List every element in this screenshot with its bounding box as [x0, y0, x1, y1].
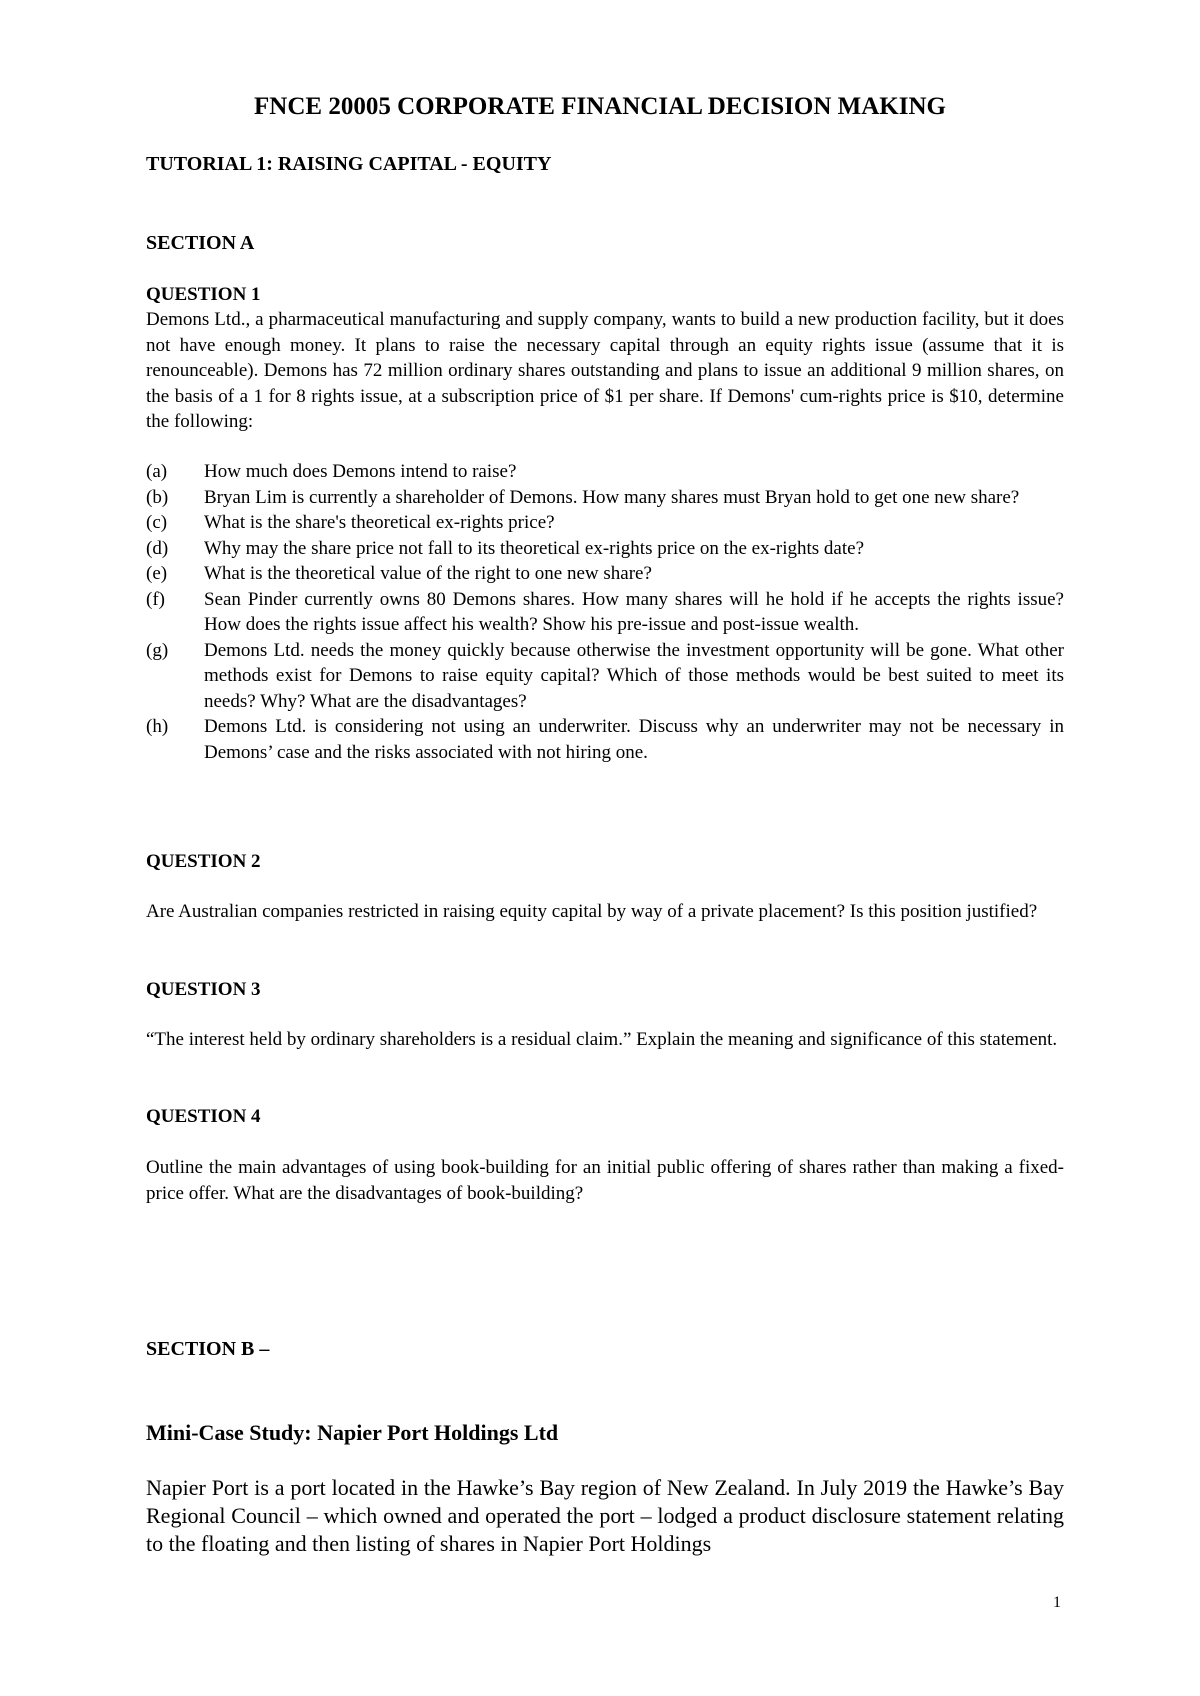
- case-study-text: Napier Port is a port located in the Hawke’s Bay region of New Zealand. In July 2019 the Hawke’s Bay Regional Council – which owned and operated the port – lodged a product disclosure statement relating to the floating and then listing of shares in Napier Port Holdings: [146, 1475, 1064, 1556]
- item-label: (b): [146, 486, 169, 508]
- item-text: What is the share's theoretical ex-rights price?: [204, 512, 555, 533]
- case-study-title: Mini-Case Study: Napier Port Holdings Ltd: [146, 1420, 559, 1445]
- list-item: [146, 638, 1064, 715]
- item-label: (e): [146, 563, 168, 584]
- question-2-text: Are Australian companies restricted in raising equity capital by way of a private placement? Is this position justified?: [146, 901, 1038, 922]
- list-item: [146, 510, 1064, 536]
- item-text: Bryan Lim is currently a shareholder of Demons. How many shares must Bryan hold to get one new share?: [204, 486, 1020, 508]
- list-item: [146, 587, 1064, 638]
- item-label: (f): [146, 588, 165, 610]
- section-b-heading: SECTION B –: [146, 1338, 270, 1360]
- item-text: What is the theoretical value of the right to one new share?: [204, 563, 652, 584]
- question-2-heading: QUESTION 2: [146, 851, 261, 872]
- question-4-heading: QUESTION 4: [146, 1106, 261, 1127]
- question-4-text: Outline the main advantages of using book-building for an initial public offering of shares rather than making a fixed-price offer. What are the disadvantages of book-building?: [146, 1157, 1064, 1204]
- question-1-heading: QUESTION 1: [146, 284, 261, 305]
- item-text: How much does Demons intend to raise?: [204, 461, 517, 482]
- question-3-heading: QUESTION 3: [146, 979, 261, 1000]
- list-item: [146, 714, 1064, 765]
- question-1-parts: [146, 459, 1064, 765]
- item-text: Why may the share price not fall to its theoretical ex-rights price on the ex-rights date?: [204, 537, 865, 559]
- tutorial-title: TUTORIAL 1: RAISING CAPITAL - EQUITY: [146, 153, 552, 175]
- question-3-text: “The interest held by ordinary shareholders is a residual claim.” Explain the meaning and significance of this statement.: [146, 1029, 1058, 1050]
- question-1-intro: Demons Ltd., a pharmaceutical manufacturing and supply company, wants to build a new production facility, but it does not have enough money. It plans to raise the necessary capital through an equity rights issue (assume that it is renounceable). Demons has 72 million ordinary shares outstanding and plans to issue an additional 9 million shares, on the basis of a 1 for 8 rights issue, at a subscription price of $1 per share. If Demons' cum-rights price is $10, determine the following:: [146, 309, 1064, 432]
- item-text: Sean Pinder currently owns 80 Demons shares. How many shares will he hold if he accepts the rights issue? How does the rights issue affect his wealth? Show his pre-issue and post-issue wealth.: [204, 588, 1064, 635]
- item-label: (c): [146, 512, 168, 533]
- list-item: [146, 485, 1064, 511]
- item-label: (g): [146, 639, 169, 661]
- item-label: (a): [146, 461, 168, 482]
- list-item: [146, 536, 1064, 562]
- course-title: FNCE 20005 CORPORATE FINANCIAL DECISION MAKING: [254, 93, 946, 120]
- item-label: (d): [146, 537, 169, 559]
- list-item: [146, 459, 1064, 485]
- item-text: Demons Ltd. is considering not using an underwriter. Discuss why an underwriter may not be necessary in Demons’ case and the risks associated with not hiring one.: [204, 716, 1064, 763]
- page-number: 1: [1053, 1594, 1061, 1611]
- section-a-heading: SECTION A: [146, 232, 255, 254]
- item-text: Demons Ltd. needs the money quickly because otherwise the investment opportunity will be gone. What other methods exist for Demons to raise equity capital? Which of those methods would be best suited to meet its needs? Why? What are the disadvantages?: [204, 639, 1064, 712]
- item-label: (h): [146, 716, 169, 737]
- list-item: [146, 561, 1064, 587]
